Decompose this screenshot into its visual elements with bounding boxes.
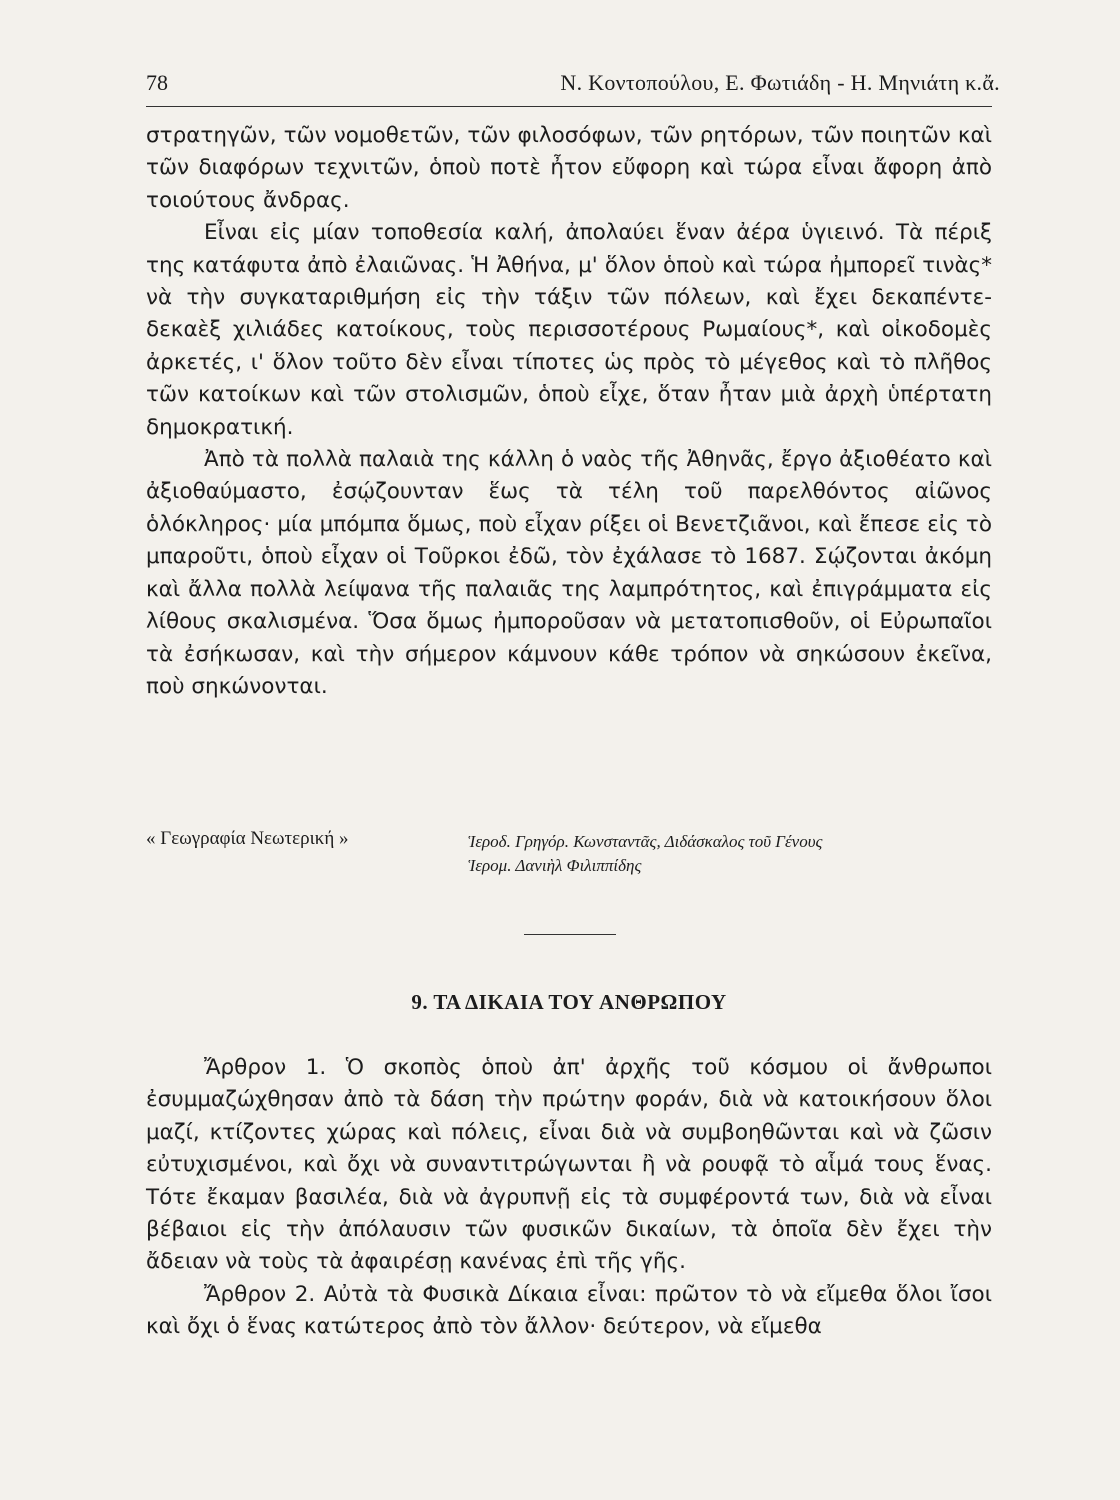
paragraph: στρατηγῶν, τῶν νομοθετῶν, τῶν φιλοσόφων, τῶν ρητόρων, τῶν ποιητῶν καὶ τῶν διαφόρων τεχνιτῶν, ὁποὺ ποτὲ ἦτον εὔφορη καὶ τώρα εἶναι ἄφορη ἀπὸ τοιούτους ἄνδρας.	[146, 123, 992, 213]
page-header	[146, 70, 1000, 104]
source-title: « Γεωγραφία Νεωτερική »	[146, 828, 349, 849]
articles-text	[146, 1052, 992, 1344]
body-text	[146, 120, 992, 703]
running-head: Ν. Κοντοπούλου, Ε. Φωτιάδη - Η. Μηνιάτη κ.ἄ.	[560, 70, 1000, 95]
header-rule	[146, 106, 992, 107]
source-authors-line: Ἱερομ. Δανιὴλ Φιλιππίδης	[468, 856, 642, 875]
article-paragraph: Ἄρθρον 1. Ὁ σκοπὸς ὁποὺ ἀπ' ἀρχῆς τοῦ κόσμου οἱ ἄνθρωποι ἐσυμμαζώχθησαν ἀπὸ τὰ δάση τὴν πρώτην φοράν, διὰ νὰ κατοικήσουν ὅλοι μαζί, κτίζοντες χώρας καὶ πόλεις, εἶναι διὰ νὰ συμβοηθῶνται καὶ νὰ ζῶσιν εὐτυχισμένοι, καὶ ὄχι νὰ συναντιτρώγωνται ἢ νὰ ρουφᾷ τὸ αἷμά τους ἕνας. Τότε ἔκαμαν βασιλέα, διὰ νὰ ἀγρυπνῇ εἰς τὰ συμφέροντά των, διὰ νὰ εἶναι βέβαιοι εἰς τὴν ἀπόλαυσιν τῶν φυσικῶν δικαίων, τὰ ὁποῖα δὲν ἔχει τὴν ἄδειαν νὰ τοὺς τὰ ἀφαιρέσῃ κανένας ἐπὶ τῆς γῆς.	[146, 1055, 992, 1275]
page-number: 78	[146, 70, 168, 95]
paragraph: Ἀπὸ τὰ πολλὰ παλαιὰ της κάλλη ὁ ναὸς τῆς Ἀθηνᾶς, ἔργο ἀξιοθέατο καὶ ἀξιοθαύμαστο, ἐσῴζουνταν ἕως τὰ τέλη τοῦ παρελθόντος αἰῶνος ὁλόκληρος· μία μπόμπα ὅμως, ποὺ εἶχαν ρίξει οἱ Βενετζιᾶνοι, καὶ ἔπεσε εἰς τὸ μπαροῦτι, ὁποὺ εἶχαν οἱ Τοῦρκοι ἐδῶ, τὸν ἐχάλασε τὸ 1687. Σῴζονται ἀκόμη καὶ ἄλλα πολλὰ λείψανα τῆς παλαιᾶς της λαμπρότητος, καὶ ἐπιγράμματα εἰς λίθους σκαλισμένα. Ὅσα ὅμως ἠμποροῦσαν νὰ μετατοπισθοῦν, οἱ Εὐρωπαῖοι τὰ ἐσήκωσαν, καὶ τὴν σήμερον κάμνουν κάθε τρόπον νὰ σηκώσουν ἐκεῖνα, ποὺ σηκώνονται.	[146, 447, 992, 699]
source-citation	[146, 826, 992, 884]
paragraph: Εἶναι εἰς μίαν τοποθεσία καλή, ἀπολαύει ἕναν ἀέρα ὑγιεινό. Τὰ πέριξ της κατάφυτα ἀπὸ ἐλαιῶνας. Ἡ Ἀθήνα, μ' ὅλον ὁποὺ καὶ τώρα ἠμπορεῖ τινὰς* νὰ τὴν συγκαταριθμήση εἰς τὴν τάξιν τῶν πόλεων, καὶ ἔχει δεκαπέντε-δεκαὲξ χιλιάδες κατοίκους, τοὺς περισσοτέρους Ρωμαίους*, καὶ οἰκοδομὲς ἀρκετές, ι' ὅλον τοῦτο δὲν εἶναι τίποτες ὡς πρὸς τὸ μέγεθος καὶ τὸ πλῆθος τῶν κατοίκων καὶ τῶν στολισμῶν, ὁποὺ εἶχε, ὅταν ἦταν μιὰ ἀρχὴ ὑπέρτατη δημοκρατική.	[146, 220, 992, 440]
section-divider	[524, 934, 616, 935]
article-paragraph: Ἄρθρον 2. Αὐτὰ τὰ Φυσικὰ Δίκαια εἶναι: πρῶτον τὸ νὰ εἴμεθα ὅλοι ἴσοι καὶ ὄχι ὁ ἕνας κατώτερος ἀπὸ τὸν ἄλλον· δεύτερον, νὰ εἴμεθα	[146, 1281, 992, 1340]
source-authors-line: Ἱεροδ. Γρηγόρ. Κωνσταντᾶς, Διδάσκαλος τοῦ Γένους	[468, 832, 823, 851]
section-title: 9. ΤΑ ΔΙΚΑΙΑ ΤΟΥ ΑΝΘΡΩΠΟΥ	[411, 990, 727, 1014]
